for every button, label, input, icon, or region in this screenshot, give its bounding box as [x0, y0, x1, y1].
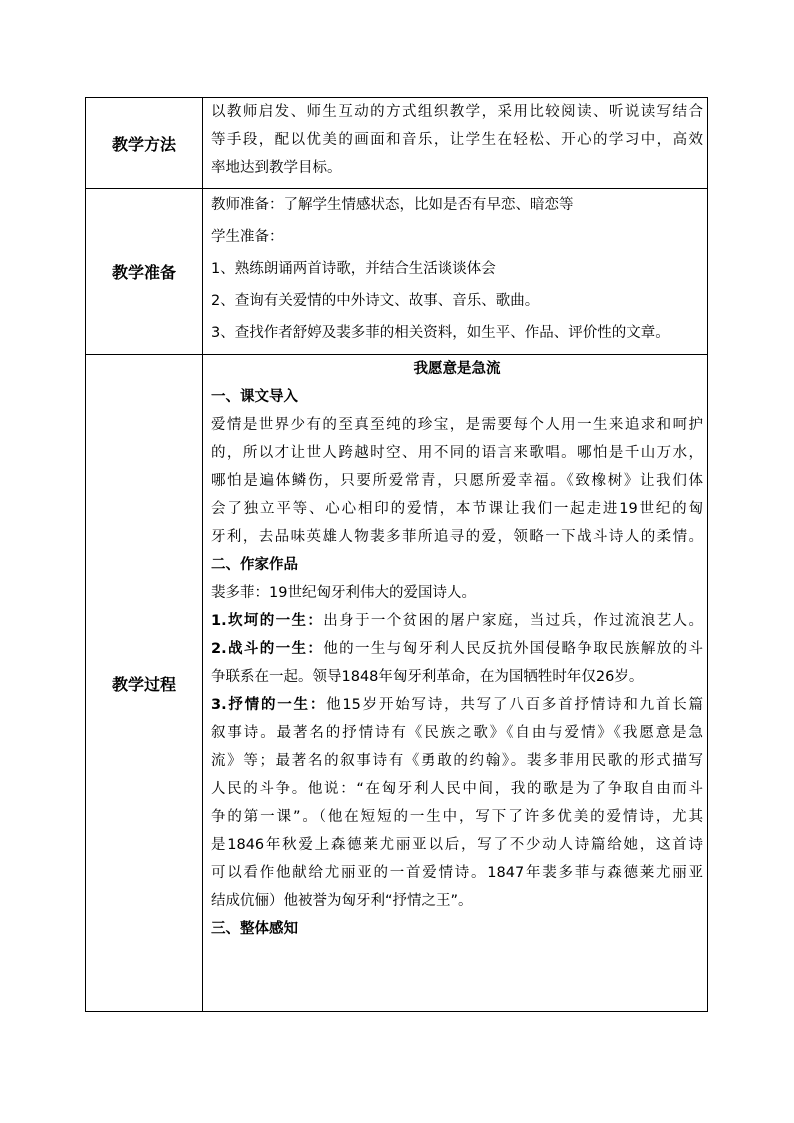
- life-point-3-line-6: 可以看作他献给尤丽亚的一首爱情诗。1847年裴多菲与森德莱尤丽亚: [211, 865, 703, 881]
- method-line-2: 等手段，配以优美的画面和音乐，让学生在轻松、开心的学习中，高效: [211, 132, 703, 148]
- content-teaching-method: [203, 98, 708, 189]
- life-point-1-head: 1.坎坷的一生：: [211, 613, 324, 629]
- life-point-2: [211, 635, 703, 663]
- label-teaching-method: 教学方法: [86, 98, 203, 189]
- prep-line-2: 学生准备：: [211, 229, 284, 245]
- life-point-3-head: 3.抒情的一生：: [211, 697, 327, 713]
- life-point-2-head: 2.战斗的一生：: [211, 641, 324, 657]
- life-point-1-text: 出身于一个贫困的屠户家庭，当过兵，作过流浪艺人。: [323, 613, 703, 629]
- intro-line-4: 会了独立平等、心心相印的爱情，本节课让我们一起走进19世纪的匈: [211, 501, 703, 517]
- intro-line-1: 爱情是世界少有的至真至纯的珍宝，是需要每个人用一生来追求和呵护: [211, 417, 703, 433]
- lesson-plan-table: [85, 97, 708, 1012]
- section-heading-overview: 三、整体感知: [211, 921, 298, 937]
- label-teaching-prep: 教学准备: [86, 189, 203, 355]
- row-teaching-process: [86, 355, 708, 1012]
- method-line-3: 率地达到教学目标。: [211, 160, 342, 176]
- lesson-title: 我愿意是急流: [413, 361, 501, 377]
- intro-line-3: 哪怕是遍体鳞伤，只要所爱常青，只愿所爱幸福。《致橡树》让我们体: [211, 473, 703, 489]
- life-point-3-text: 他15岁开始写诗，共写了八百多首抒情诗和九首长篇: [326, 697, 703, 713]
- prep-line-3: 1、熟练朗诵两首诗歌，并结合生活谈谈体会: [211, 261, 496, 277]
- content-teaching-prep: [203, 189, 708, 355]
- prep-line-5: 3、查找作者舒婷及裴多菲的相关资料，如生平、作品、评价性的文章。: [211, 325, 670, 341]
- life-point-3: [211, 691, 703, 719]
- section-heading-intro: 一、课文导入: [211, 389, 298, 405]
- life-point-3-line-2: 流》等；最著名的叙事诗有《勇敢的约翰》。裴多菲用民歌的形式描写: [211, 753, 703, 769]
- method-line-1: 以教师启发、师生互动的方式组织教学，采用比较阅读、听说读写结合: [211, 104, 703, 120]
- label-teaching-process: 教学过程: [86, 355, 203, 1012]
- life-point-3-line-4: 争的第一课”。（他在短短的一生中，写下了许多优美的爱情诗，尤其: [211, 809, 703, 825]
- life-point-2-text: 他的一生与匈牙利人民反抗外国侵略争取民族解放的斗: [323, 641, 703, 657]
- life-point-3-line-1: 叙事诗。最著名的抒情诗有《民族之歌》《自由与爱情》《我愿意是急: [211, 725, 703, 741]
- life-point-3-line-7: 结成伉俪）他被誉为匈牙利“抒情之王”。: [211, 893, 473, 909]
- author-line: 裴多菲：19世纪匈牙利伟大的爱国诗人。: [211, 585, 476, 601]
- row-teaching-prep: [86, 189, 708, 355]
- row-teaching-method: [86, 98, 708, 189]
- prep-line-1: 教师准备：了解学生情感状态，比如是否有早恋、暗恋等: [211, 197, 574, 213]
- content-teaching-process: [203, 355, 708, 1012]
- section-heading-author: 二、作家作品: [211, 557, 298, 573]
- intro-line-2: 的，所以才让世人跨越时空、用不同的语言来歌唱。哪怕是千山万水，: [211, 445, 703, 461]
- life-point-3-line-3: 人民的斗争。他说：“在匈牙利人民中间，我的歌是为了争取自由而斗: [211, 781, 703, 797]
- life-point-3-line-5: 是1846年秋爱上森德莱尤丽亚以后，写了不少动人诗篇给她，这首诗: [211, 837, 703, 853]
- prep-line-4: 2、查询有关爱情的中外诗文、故事、音乐、歌曲。: [211, 293, 540, 309]
- life-point-2-cont: 争联系在一起。领导1848年匈牙利革命，在为国牺牲时年仅26岁。: [211, 669, 644, 685]
- intro-line-5: 牙利，去品味英雄人物裴多菲所追寻的爱，领略一下战斗诗人的柔情。: [211, 529, 703, 545]
- life-point-1: [211, 607, 703, 635]
